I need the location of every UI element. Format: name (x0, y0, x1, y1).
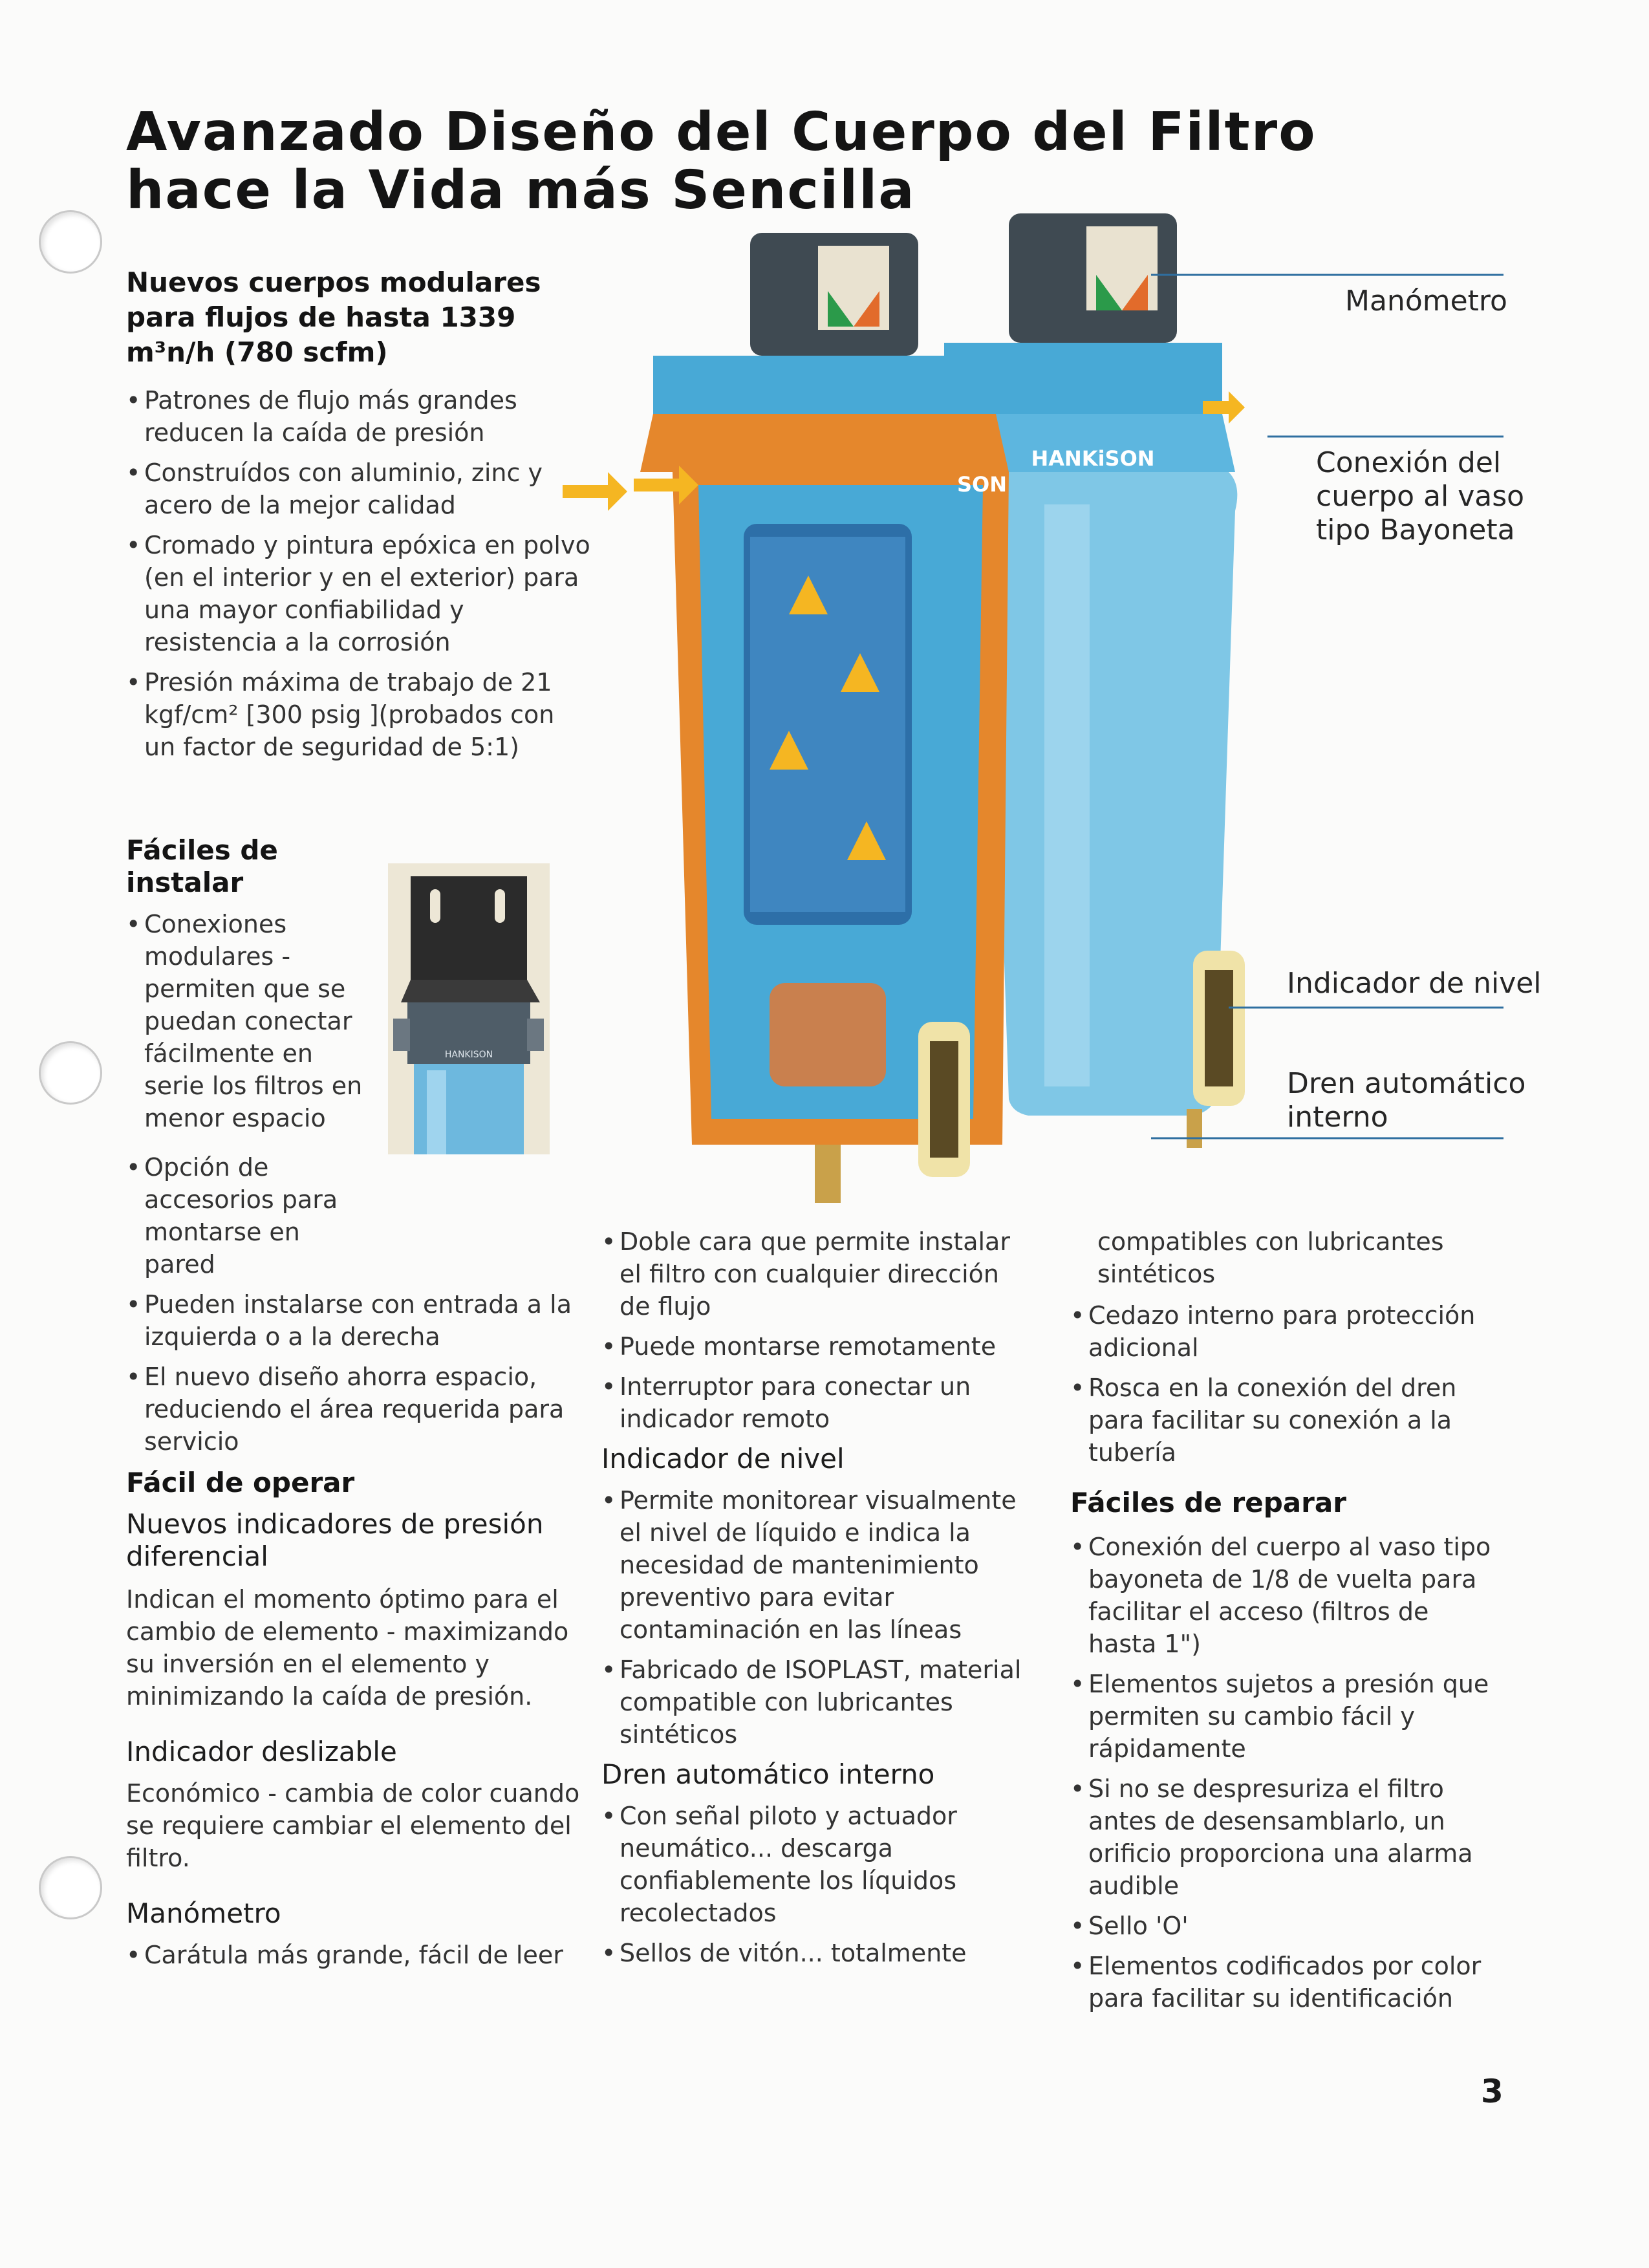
list-item: • Construídos con aluminio, zinc y acero de la mejor calidad (126, 457, 592, 521)
list-item: • Pueden instalarse con entrada a la izquierda o a la derecha (126, 1288, 592, 1353)
list-item: • Sello 'O' (1070, 1910, 1497, 1942)
list-item: • El nuevo diseño ahorra espacio, reduciendo el área requerida para servicio (126, 1361, 592, 1458)
left-column (126, 265, 592, 771)
subheading-differential: Nuevos indicadores de presión diferencial (126, 1508, 544, 1572)
drain-bullets (601, 1800, 1028, 1969)
screen-bullets (1070, 1299, 1497, 1469)
list-item: • Carátula más grande, fácil de leer (126, 1939, 592, 1971)
list-item: • Elementos codificados por color para facilitar su identificación (1070, 1950, 1497, 2014)
inlet-arrow-icon (563, 472, 627, 511)
list-item: • Interruptor para conectar un indicador remoto (601, 1370, 1028, 1435)
list-item: • Doble cara que permite instalar el filtro con cualquier dirección de flujo (601, 1226, 1028, 1323)
level-bullets (601, 1484, 1028, 1751)
binder-hole (39, 210, 102, 274)
subheading-slider: Indicador deslizable (126, 1736, 397, 1767)
install-bullets-bottom (126, 1151, 592, 1458)
subheading-gauge: Manómetro (126, 1897, 281, 1929)
section-heading-repair: Fáciles de reparar (1070, 1487, 1346, 1518)
section-heading-modular: Nuevos cuerpos modulares para flujos de hasta 1339 m³n/h (780 scfm) (126, 266, 541, 368)
modular-bullets (126, 384, 592, 763)
list-item: • Con señal piloto y actuador neumático... descarga confiablemente los líquidos recolectados (601, 1800, 1028, 1929)
section-heading-operate: Fácil de operar (126, 1467, 355, 1498)
binder-hole (39, 1041, 102, 1105)
photo-brand-label: HANKISON (444, 1050, 493, 1060)
list-item: • Conexiones modulares - permiten que se puedan conectar fácilmente en serie los filtros en menor espacio (126, 908, 378, 1134)
right-column (1070, 1226, 1497, 2022)
slider-text: Económico - cambia de color cuando se requiere cambiar el elemento del filtro. (126, 1779, 580, 1872)
section-heading-install: Fáciles de instalar (126, 834, 278, 898)
page-number: 3 (1481, 2073, 1503, 2110)
install-column (126, 834, 385, 1142)
brand-logo-partial: SON (957, 472, 1008, 497)
list-item: • Rosca en la conexión del dren para facilitar su conexión a la tubería (1070, 1372, 1497, 1469)
callout-bayonet: Conexión del cuerpo al vaso tipo Bayoneta (1316, 446, 1525, 546)
repair-bullets (1070, 1531, 1497, 2014)
wall-mount-photo-icon (388, 863, 550, 1154)
left-filter-cutaway (640, 233, 1009, 1203)
list-item: • Permite monitorear visualmente el nivel de líquido e indica la necesidad de mantenimiento preventivo para evitar contaminación en las líneas (601, 1484, 1028, 1646)
list-item: • Sellos de vitón... totalmente (601, 1937, 1028, 1969)
list-item: • Fabricado de ISOPLAST, material compatible con lubricantes sintéticos (601, 1654, 1028, 1751)
list-item: • Si no se despresuriza el filtro antes de desensamblarlo, un orificio proporciona una alarma audible (1070, 1773, 1497, 1902)
install-column-lower (126, 1151, 592, 1979)
list-item: • Patrones de flujo más grandes reducen la caída de presión (126, 384, 592, 449)
list-item: • Opción de accesorios para montarse en pared (126, 1151, 377, 1280)
callout-gauge: Manómetro (1345, 285, 1507, 318)
list-item: • Cromado y pintura epóxica en polvo (en el interior y en el exterior) para una mayor confiabilidad y resistencia a la corrosión (126, 529, 592, 658)
list-item: • Presión máxima de trabajo de 21 kgf/cm² [300 psig ](probados con un factor de seguridad de 5:1) (126, 666, 592, 763)
mount-bullets (601, 1226, 1028, 1435)
page-title: Avanzado Diseño del Cuerpo del Filtro hace la Vida más Sencilla (126, 102, 1317, 221)
brand-logo: HANKiSON (1031, 446, 1155, 471)
continued-text: compatibles con lubricantes sintéticos (1097, 1227, 1444, 1288)
differential-text: Indican el momento óptimo para el cambio de elemento - maximizando su inversión en el elemento y minimizando la caída de presión. (126, 1585, 569, 1711)
callout-level: Indicador de nivel (1287, 967, 1542, 1000)
list-item: • Elementos sujetos a presión que permiten su cambio fácil y rápidamente (1070, 1668, 1497, 1765)
binder-hole (39, 1856, 102, 1919)
middle-column (601, 1226, 1028, 1977)
gauge-bullets (126, 1939, 592, 1971)
list-item: • Conexión del cuerpo al vaso tipo bayoneta de 1/8 de vuelta para facilitar el acceso (filtros de hasta 1") (1070, 1531, 1497, 1660)
callout-drain: Dren automático interno (1287, 1067, 1526, 1134)
install-bullets-top (126, 908, 378, 1134)
list-item: • Cedazo interno para protección adicional (1070, 1299, 1497, 1364)
bracket-photo (388, 863, 550, 1154)
subheading-drain: Dren automático interno (601, 1758, 935, 1790)
subheading-level: Indicador de nivel (601, 1443, 845, 1474)
list-item: • Puede montarse remotamente (601, 1330, 1028, 1363)
